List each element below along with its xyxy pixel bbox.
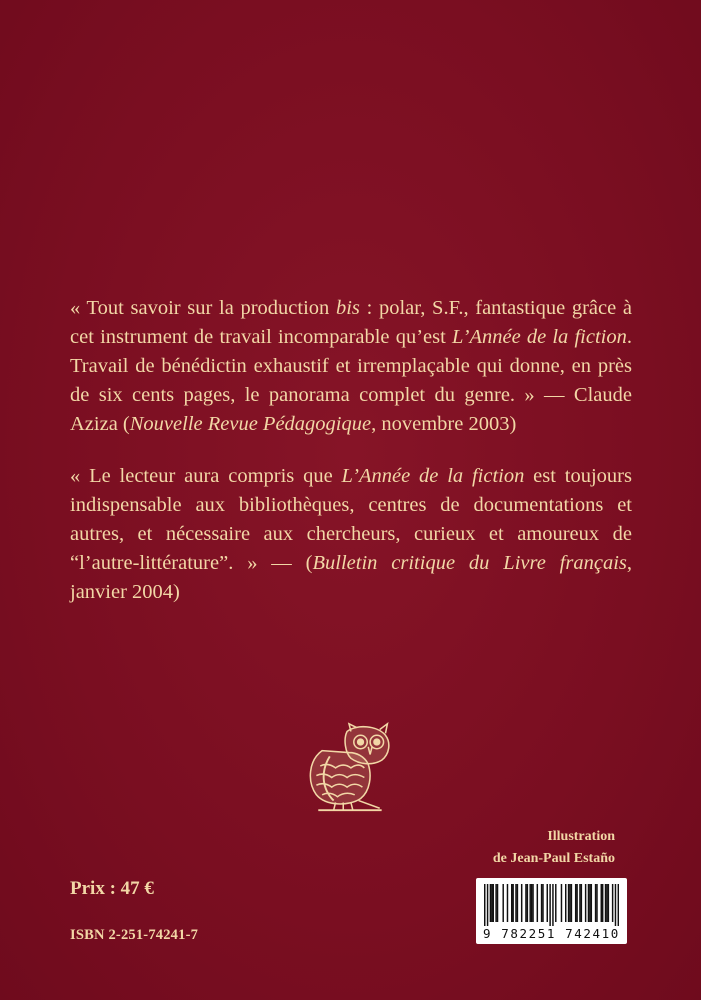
quote-segment: « Le lecteur aura compris que (70, 465, 342, 487)
barcode-bar (568, 884, 569, 922)
barcode-bar (615, 884, 616, 926)
price-label: Prix : 47 € (70, 878, 154, 899)
illustration-credit-title: Illustration (547, 829, 615, 844)
barcode-bar (595, 884, 596, 922)
quote-segment: Nouvelle Revue Pédagogique (129, 413, 372, 435)
barcode-bar (521, 884, 522, 922)
review-quote-1 (70, 294, 632, 439)
quote-segment: L’Année de la fiction (341, 465, 525, 487)
barcode-bar (596, 884, 597, 922)
barcode-bar (490, 884, 491, 922)
barcode-bar (537, 884, 538, 922)
review-quote-2 (70, 462, 632, 607)
barcode-bar (484, 884, 485, 926)
barcode-bar (507, 884, 508, 922)
barcode-bar (588, 884, 589, 922)
barcode-bar (581, 884, 582, 922)
barcode-bar (608, 884, 609, 922)
barcode-bar (493, 884, 494, 922)
barcode-bar (547, 884, 548, 922)
barcode-bar (555, 884, 556, 922)
barcode-bar (497, 884, 498, 922)
isbn-label: ISBN 2-251-74241-7 (70, 927, 199, 943)
barcode-bar (591, 884, 592, 922)
barcode-bar (575, 884, 576, 922)
barcode-digits: 9 782251 742410 (483, 926, 620, 941)
barcode-bar (569, 884, 570, 922)
barcode-bar (532, 884, 533, 922)
barcode-bar (542, 884, 543, 922)
barcode-bar (491, 884, 492, 922)
barcode-bar (549, 884, 550, 926)
barcode-bar (529, 884, 530, 922)
barcode-bar (571, 884, 572, 922)
illustration-credit (493, 826, 615, 870)
barcode-bar (541, 884, 542, 922)
barcode-bar (585, 884, 586, 922)
barcode-bar (531, 884, 532, 922)
barcode-bar (576, 884, 577, 922)
barcode-bar (579, 884, 580, 922)
barcode-bar (512, 884, 513, 922)
barcode-bars (484, 884, 619, 926)
barcode-bar (565, 884, 566, 922)
quote-segment: Bulletin critique du Livre français (312, 552, 627, 574)
barcode-bar (502, 884, 503, 922)
quote-segment: . Travail de bénédictin exhaustif et irremplaçable qui donne, en près de six cents pages, le panorama complet du genre. » — Claude Aziza ( (70, 326, 632, 435)
barcode-bar (561, 884, 562, 922)
barcode-bar (605, 884, 606, 922)
quote-segment: , janvier 2004) (70, 552, 632, 603)
quote-segment: , novembre 2003) (371, 413, 517, 435)
barcode-bar (525, 884, 526, 922)
barcode-bar (487, 884, 488, 926)
owl-icon (300, 718, 398, 814)
barcode-bar (601, 884, 602, 922)
barcode-bar (515, 884, 516, 922)
barcode-bar (527, 884, 528, 922)
barcode-bar (606, 884, 607, 922)
barcode-bar (612, 884, 613, 922)
barcode (476, 878, 627, 944)
quote-segment: « Tout savoir sur la production (70, 297, 336, 319)
quote-segment: est toujours indispensable aux bibliothèques, centres de documentations et autres, et nécessaire aux chercheurs, curieux et amoureux de “l’autre-littérature”. » — ( (70, 465, 632, 574)
barcode-bar (589, 884, 590, 922)
quote-segment: bis (335, 297, 360, 319)
illustration-credit-author: de Jean-Paul Estaño (492, 851, 615, 866)
barcode-bar (495, 884, 496, 922)
barcode-bar (552, 884, 553, 926)
barcode-bar (618, 884, 619, 926)
barcode-bar (602, 884, 603, 922)
quote-segment: : polar, S.F., fantastique grâce à cet instrument de travail incomparable qu’est (70, 297, 632, 348)
barcode-bar (511, 884, 512, 922)
quote-segment: L’Année de la fiction (451, 326, 627, 348)
barcode-bar (517, 884, 518, 922)
